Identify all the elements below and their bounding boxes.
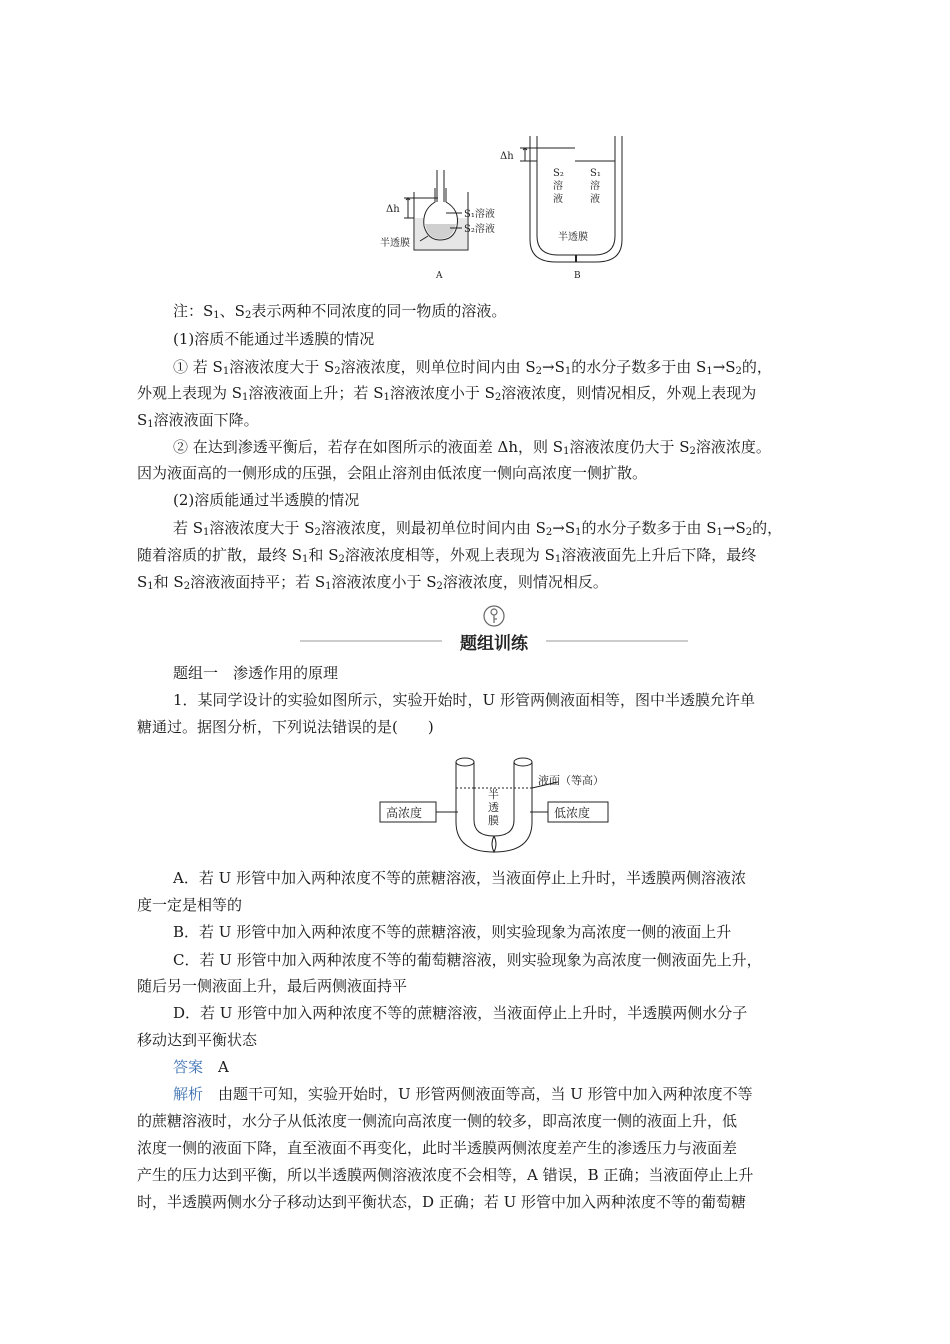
option-c-line-1: C．若 U 形管中加入两种浓度不等的葡萄糖溶液，则实验现象为高浓度一侧液面先上升， bbox=[173, 951, 762, 969]
figure-b-left-s: S₂ bbox=[553, 168, 564, 179]
heading-2: (2)溶质能通过半透膜的情况 bbox=[173, 491, 360, 509]
osmosis-figure-ab bbox=[380, 128, 640, 288]
figure-b-dh: Δh bbox=[500, 151, 514, 162]
note-line: 注：$S_1$、$S_2$表示两种不同浓度的同一物质的溶液。 bbox=[173, 302, 507, 321]
analysis-label: 解析 bbox=[173, 1085, 204, 1103]
low-concentration-label: 低浓度 bbox=[554, 806, 591, 820]
figure-a-dh: Δh bbox=[386, 204, 400, 215]
option-d-line-1: D．若 U 形管中加入两种浓度不等的蔗糖溶液，当液面停止上升时，半透膜两侧水分子 bbox=[173, 1004, 748, 1022]
figure-a-s2-label: S₂溶液 bbox=[464, 224, 495, 235]
figure-a-label: A bbox=[436, 271, 443, 281]
figure-a-s1-label: S₁溶液 bbox=[464, 209, 495, 220]
analysis-line-5: 时，半透膜两侧水分子移动达到平衡状态，D 正确；若 U 形管中加入两种浓度不等的葡萄糖 bbox=[137, 1193, 746, 1211]
figure-b-right-1: 溶 bbox=[590, 181, 600, 192]
figure-b-membrane-label: 半透膜 bbox=[558, 232, 588, 243]
answer-line bbox=[173, 1057, 863, 1077]
figure-a bbox=[404, 170, 468, 250]
question-1-line-1: 1．某同学设计的实验如图所示，实验开始时，U 形管两侧液面相等，图中半透膜允许单 bbox=[173, 691, 755, 709]
figure-b-right-s: S₁ bbox=[590, 168, 601, 179]
figure-b-right-2: 液 bbox=[590, 194, 600, 205]
u-tube-figure bbox=[378, 752, 618, 857]
dissolve-line-3: $S_1$和 $S_2$溶液液面持平；若 $S_1$溶液浓度小于 $S_2$溶液浓度，则情况相反。 bbox=[137, 573, 608, 592]
answer-label: 答案 bbox=[173, 1058, 204, 1076]
case1-line-1: ① 若 $S_1$溶液浓度大于 $S_2$溶液浓度，则单位时间内由 $S_2\to S_1$的水分子数多于由 $S_1\to S_2$的， bbox=[173, 358, 772, 377]
high-concentration-label: 高浓度 bbox=[386, 806, 423, 820]
case2-line-2: 因为液面高的一侧形成的压强，会阻止溶剂由低浓度一侧向高浓度一侧扩散。 bbox=[137, 464, 648, 482]
banner-title: 题组训练 bbox=[460, 634, 528, 654]
figure-b-label: B bbox=[574, 271, 581, 281]
membrane-char-1: 半 bbox=[488, 788, 499, 801]
heading-1: (1)溶质不能通过半透膜的情况 bbox=[173, 330, 375, 348]
case2-line-1: ② 在达到渗透平衡后，若存在如图所示的液面差 Δh，则 $S_1$溶液浓度仍大于 $S_2$溶液浓度。 bbox=[173, 438, 771, 457]
group-heading: 题组一 渗透作用的原理 bbox=[173, 664, 339, 682]
dissolve-line-1: 若 $S_1$溶液浓度大于 $S_2$溶液浓度，则最初单位时间内由 $S_2\to S_1$的水分子数多于由 $S_1\to S_2$的， bbox=[173, 519, 783, 538]
figure-a-membrane-label: 半透膜 bbox=[380, 238, 410, 249]
figure-b-left-1: 溶 bbox=[553, 181, 563, 192]
option-b: B．若 U 形管中加入两种浓度不等的蔗糖溶液，则实验现象为高浓度一侧的液面上升 bbox=[173, 923, 732, 941]
analysis-line-2: 的蔗糖溶液时，水分子从低浓度一侧流向高浓度一侧的较多，即高浓度一侧的液面上升，低 bbox=[137, 1112, 738, 1130]
answer-value: A bbox=[218, 1058, 229, 1076]
liquid-level-label: 液面（等高） bbox=[538, 774, 604, 787]
option-a-line-1: A．若 U 形管中加入两种浓度不等的蔗糖溶液，当液面停止上升时，半透膜两侧溶液浓 bbox=[173, 869, 747, 887]
case1-line-3: $S_1$溶液液面下降。 bbox=[137, 411, 259, 430]
section-banner bbox=[300, 605, 688, 655]
analysis-line-3: 浓度一侧的液面下降，直至液面不再变化，此时半透膜两侧浓度差产生的渗透压力与液面差 bbox=[137, 1139, 738, 1157]
question-1-line-2: 糖通过。据图分析，下列说法错误的是( ) bbox=[137, 718, 434, 736]
figure-b-left-2: 液 bbox=[553, 194, 563, 205]
membrane-char-3: 膜 bbox=[488, 814, 499, 827]
key-icon bbox=[482, 604, 506, 628]
figure-b bbox=[520, 136, 622, 262]
membrane-char-2: 透 bbox=[488, 801, 499, 814]
option-d-line-2: 移动达到平衡状态 bbox=[137, 1031, 258, 1049]
analysis-line-4: 产生的压力达到平衡，所以半透膜两侧溶液浓度不会相等，A 错误，B 正确；当液面停止上升 bbox=[137, 1166, 754, 1184]
option-a-line-2: 度一定是相等的 bbox=[137, 896, 243, 914]
option-c-line-2: 随后另一侧液面上升，最后两侧液面持平 bbox=[137, 977, 408, 995]
case1-line-2: 外观上表现为 $S_1$溶液液面上升；若 $S_1$溶液浓度小于 $S_2$溶液浓度，则情况相反，外观上表现为 bbox=[137, 384, 757, 403]
analysis-line-1: 解析 由题干可知，实验开始时，U 形管两侧液面等高，当 U 形管中加入两种浓度不等 bbox=[173, 1085, 753, 1103]
dissolve-line-2: 随着溶质的扩散，最终 $S_1$和 $S_2$溶液浓度相等，外观上表现为 $S_1$溶液液面先上升后下降，最终 bbox=[137, 546, 757, 565]
